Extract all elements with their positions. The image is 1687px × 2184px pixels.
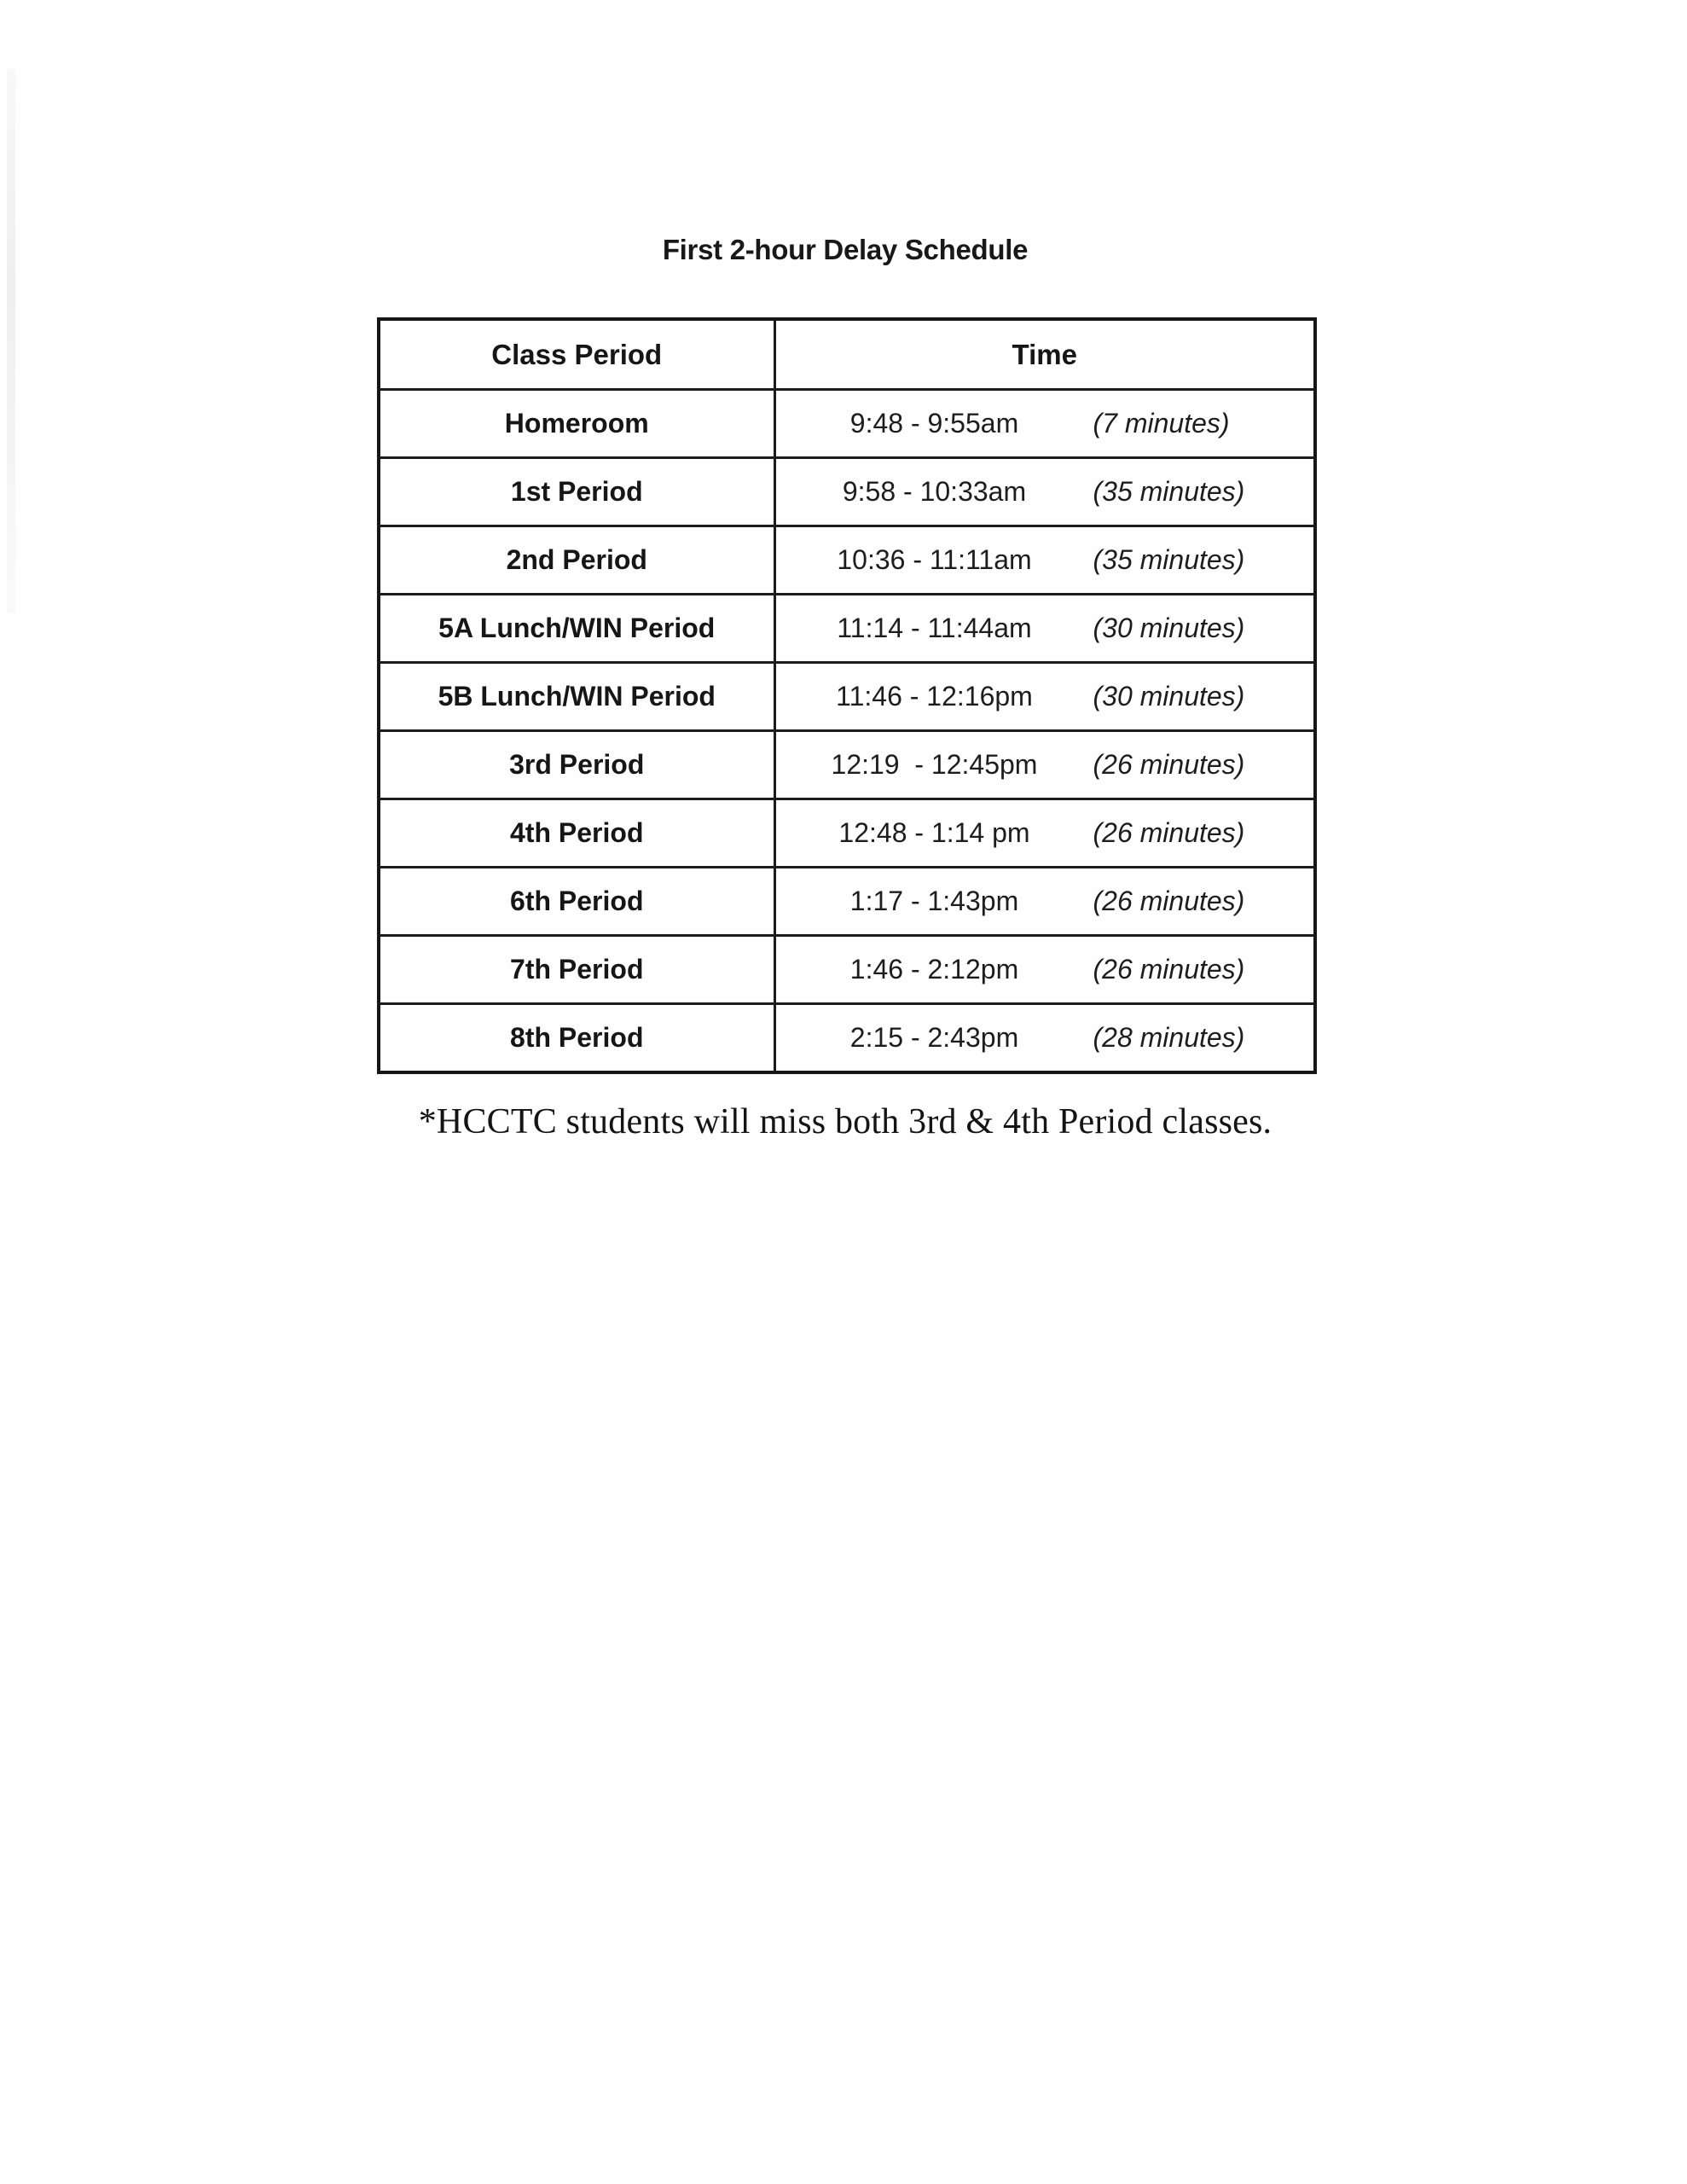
duration-label: (30 minutes)	[1093, 681, 1245, 712]
duration-label: (28 minutes)	[1093, 1022, 1245, 1053]
duration-label: (7 minutes)	[1093, 408, 1230, 439]
class-period-cell: 6th Period	[379, 868, 774, 936]
time-range: 12:19 - 12:45pm	[831, 749, 1038, 780]
time-cell	[774, 526, 1315, 595]
time-range: 9:58 - 10:33am	[842, 476, 1027, 507]
time-cell	[774, 936, 1315, 1004]
schedule-table	[377, 317, 1317, 1074]
class-period-cell: 8th Period	[379, 1004, 774, 1073]
class-period-cell: 3rd Period	[379, 731, 774, 799]
table-header	[379, 319, 1315, 390]
time-range: 11:14 - 11:44am	[837, 613, 1032, 643]
time-range: 11:46 - 12:16pm	[836, 681, 1033, 712]
time-cell	[774, 1004, 1315, 1073]
duration-label: (35 minutes)	[1093, 544, 1245, 575]
page-title: First 2-hour Delay Schedule	[662, 234, 1029, 265]
duration-label: (26 minutes)	[1093, 749, 1245, 780]
time-range: 10:36 - 11:11am	[837, 544, 1032, 575]
table-row-homeroom	[379, 390, 1315, 458]
table-body	[379, 390, 1315, 1073]
class-period-cell: 5A Lunch/WIN Period	[379, 595, 774, 663]
class-period-cell: Homeroom	[379, 390, 774, 458]
time-range: 1:17 - 1:43pm	[849, 886, 1019, 916]
time-cell	[774, 731, 1315, 799]
table-row-7th-period	[379, 936, 1315, 1004]
duration-label: (26 minutes)	[1093, 954, 1245, 985]
scan-artifact-streak	[7, 68, 15, 614]
table-row-5b-lunch-win	[379, 663, 1315, 731]
class-period-cell: 1st Period	[379, 458, 774, 526]
time-cell	[774, 663, 1315, 731]
header-row	[379, 319, 1315, 390]
time-range: 9:48 - 9:55am	[849, 408, 1019, 439]
class-period-cell: 2nd Period	[379, 526, 774, 595]
class-period-cell: 4th Period	[379, 799, 774, 868]
class-period-cell: 7th Period	[379, 936, 774, 1004]
column-header-time: Time	[774, 319, 1315, 390]
duration-label: (26 minutes)	[1093, 886, 1245, 916]
time-cell	[774, 799, 1315, 868]
time-cell	[774, 458, 1315, 526]
class-period-cell: 5B Lunch/WIN Period	[379, 663, 774, 731]
table-row-6th-period	[379, 868, 1315, 936]
duration-label: (26 minutes)	[1093, 817, 1245, 848]
time-range: 12:48 - 1:14 pm	[838, 817, 1030, 848]
table-row-8th-period	[379, 1004, 1315, 1073]
table-row-1st-period	[379, 458, 1315, 526]
time-range: 2:15 - 2:43pm	[849, 1022, 1019, 1053]
table-row-4th-period	[379, 799, 1315, 868]
time-cell	[774, 390, 1315, 458]
time-cell	[774, 868, 1315, 936]
table-row-3rd-period	[379, 731, 1315, 799]
duration-label: (30 minutes)	[1093, 613, 1245, 643]
column-header-class-period: Class Period	[379, 319, 774, 390]
time-cell	[774, 595, 1315, 663]
table-row-5a-lunch-win	[379, 595, 1315, 663]
time-range: 1:46 - 2:12pm	[849, 954, 1019, 985]
table-row-2nd-period	[379, 526, 1315, 595]
duration-label: (35 minutes)	[1093, 476, 1245, 507]
footnote: *HCCTC students will miss both 3rd & 4th Period classes.	[418, 1102, 1272, 1141]
